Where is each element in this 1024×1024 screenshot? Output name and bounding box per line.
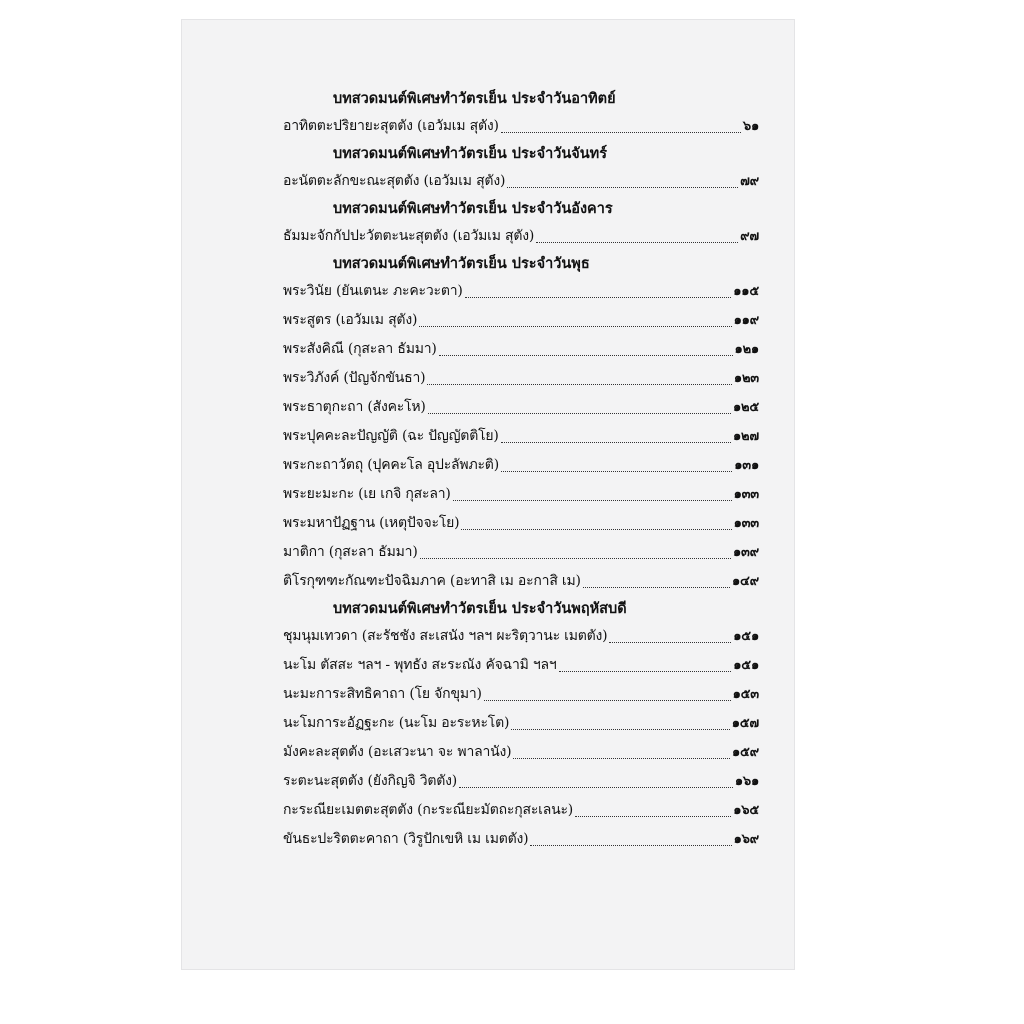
- toc-entry[interactable]: [283, 767, 759, 796]
- page-number: ๑๖๙: [733, 832, 759, 847]
- toc-entry[interactable]: [283, 335, 759, 364]
- entry-title: พระสูตร (เอวัมเม สุตัง): [283, 312, 418, 328]
- entry-title: กะระณียะเมตตะสุตตัง (กะระณียะมัตถะกุสะเลนะ): [283, 802, 574, 818]
- toc-entry[interactable]: [283, 422, 759, 451]
- entry-title: นะโม ตัสสะ ฯลฯ - พุทธัง สะระณัง คัจฉามิ ฯลฯ: [283, 657, 557, 673]
- toc-entry[interactable]: [283, 222, 759, 251]
- dot-leader: [513, 757, 730, 759]
- page-number: ๑๓๓: [733, 487, 759, 502]
- toc-entry[interactable]: [283, 622, 759, 651]
- toc-entry[interactable]: [283, 112, 759, 141]
- dot-leader: [419, 325, 731, 327]
- entry-title: อะนัตตะลักขะณะสุตตัง (เอวัมเม สุตัง): [283, 173, 506, 189]
- toc-entry[interactable]: [283, 680, 759, 709]
- dot-leader: [427, 383, 732, 385]
- dot-leader: [461, 528, 731, 530]
- page-number: ๑๕๑: [733, 658, 759, 673]
- dot-leader: [453, 499, 732, 501]
- dot-leader: [459, 786, 733, 788]
- toc-entry[interactable]: [283, 167, 759, 196]
- page-number: ๑๖๑: [734, 774, 759, 789]
- entry-title: พระวินัย (ยันเตนะ ภะคะวะตา): [283, 283, 463, 299]
- dot-leader: [559, 670, 732, 672]
- page-number: ๑๒๑: [734, 342, 759, 357]
- dot-leader: [465, 296, 732, 298]
- dot-leader: [439, 354, 733, 356]
- dot-leader: [507, 186, 738, 188]
- page-number: ๖๑: [742, 119, 759, 134]
- entry-title: ระตะนะสุตตัง (ยังกิญจิ วิตตัง): [283, 773, 458, 789]
- toc-entry[interactable]: [283, 538, 759, 567]
- dot-leader: [609, 641, 731, 643]
- page-number: ๑๒๓: [733, 371, 759, 386]
- entry-title: พระวิภังค์ (ปัญจักขันธา): [283, 370, 426, 386]
- dot-leader: [484, 699, 731, 701]
- entry-title: อาทิตตะปริยายะสุตตัง (เอวัมเม สุตัง): [283, 118, 499, 134]
- page-number: ๑๕๓: [732, 687, 759, 702]
- page-number: ๑๒๕: [732, 400, 759, 415]
- dot-leader: [530, 844, 731, 846]
- dot-leader: [501, 470, 732, 472]
- dot-leader: [583, 586, 730, 588]
- dot-leader: [536, 241, 738, 243]
- dot-leader: [501, 131, 741, 133]
- page-number: ๑๕๗: [731, 716, 759, 731]
- entry-title: พระสังคิณี (กุสะลา ธัมมา): [283, 341, 437, 357]
- entry-title: ธัมมะจักกัปปะวัตตะนะสุตตัง (เอวัมเม สุตัง): [283, 228, 535, 244]
- page-number: ๑๕๑: [733, 629, 759, 644]
- dot-leader: [428, 412, 731, 414]
- entry-title: มังคะละสุตตัง (อะเสวะนา จะ พาลานัง): [283, 744, 512, 760]
- page-number: ๑๖๕: [733, 803, 759, 818]
- entry-title: นะโมการะอัฏฐะกะ (นะโม อะระหะโต): [283, 715, 510, 731]
- page-number: ๑๑๕: [733, 284, 759, 299]
- toc-entry[interactable]: [283, 306, 759, 335]
- dot-leader: [420, 557, 731, 559]
- toc-entry[interactable]: [283, 480, 759, 509]
- toc-entry[interactable]: [283, 796, 759, 825]
- dot-leader: [511, 728, 729, 730]
- entry-title: พระมหาปัฏฐาน (เหตุปัจจะโย): [283, 515, 460, 531]
- toc-entry[interactable]: [283, 364, 759, 393]
- toc-entry[interactable]: [283, 651, 759, 680]
- section-heading: บทสวดมนต์พิเศษทำวัตรเย็น ประจำวันพฤหัสบดี: [333, 600, 627, 617]
- page-number: ๑๔๙: [731, 574, 759, 589]
- entry-title: ขันธะปะริตตะคาถา (วิรูปักเขหิ เม เมตตัง): [283, 831, 529, 847]
- page-number: ๑๓๓: [733, 516, 759, 531]
- entry-title: มาติกา (กุสะลา ธัมมา): [283, 544, 418, 560]
- section-heading: บทสวดมนต์พิเศษทำวัตรเย็น ประจำวันพุธ: [333, 255, 590, 272]
- section-heading: บทสวดมนต์พิเศษทำวัตรเย็น ประจำวันอาทิตย์: [333, 90, 616, 107]
- toc-entry[interactable]: [283, 825, 759, 854]
- entry-title: ชุมนุมเทวดา (สะรัชชัง สะเสนัง ฯลฯ ผะริตฺวานะ เมตตัง): [283, 628, 608, 644]
- entry-title: นะมะการะสิทธิคาถา (โย จักขุมา): [283, 686, 482, 702]
- page-number: ๑๓๙: [732, 545, 759, 560]
- toc-entry[interactable]: [283, 509, 759, 538]
- section-heading: บทสวดมนต์พิเศษทำวัตรเย็น ประจำวันอังคาร: [333, 200, 613, 217]
- toc-entry[interactable]: [283, 451, 759, 480]
- entry-title: ติโรกุฑฑะกัณฑะปัจฉิมภาค (อะทาสิ เม อะกาสิ เม): [283, 573, 581, 589]
- page-number: ๗๙: [740, 174, 759, 189]
- page-number: ๙๗: [740, 229, 759, 244]
- toc-entry[interactable]: [283, 277, 759, 306]
- entry-title: พระธาตุกะถา (สังคะโห): [283, 399, 426, 415]
- page-number: ๑๓๑: [734, 458, 759, 473]
- page-number: ๑๒๗: [733, 429, 759, 444]
- toc-entry[interactable]: [283, 709, 759, 738]
- toc-entry[interactable]: [283, 738, 759, 767]
- entry-title: พระปุคคะละปัญญัติ (ฉะ ปัญญัตติโย): [283, 428, 499, 444]
- dot-leader: [501, 441, 731, 443]
- section-heading: บทสวดมนต์พิเศษทำวัตรเย็น ประจำวันจันทร์: [333, 145, 608, 162]
- entry-title: พระกะถาวัตถุ (ปุคคะโล อุปะลัพภะติ): [283, 457, 499, 473]
- table-of-contents: [283, 86, 759, 854]
- entry-title: พระยะมะกะ (เย เกจิ กุสะลา): [283, 486, 451, 502]
- page-number: ๑๑๙: [733, 313, 759, 328]
- dot-leader: [575, 815, 731, 817]
- toc-entry[interactable]: [283, 393, 759, 422]
- toc-entry[interactable]: [283, 567, 759, 596]
- page-number: ๑๕๙: [731, 745, 759, 760]
